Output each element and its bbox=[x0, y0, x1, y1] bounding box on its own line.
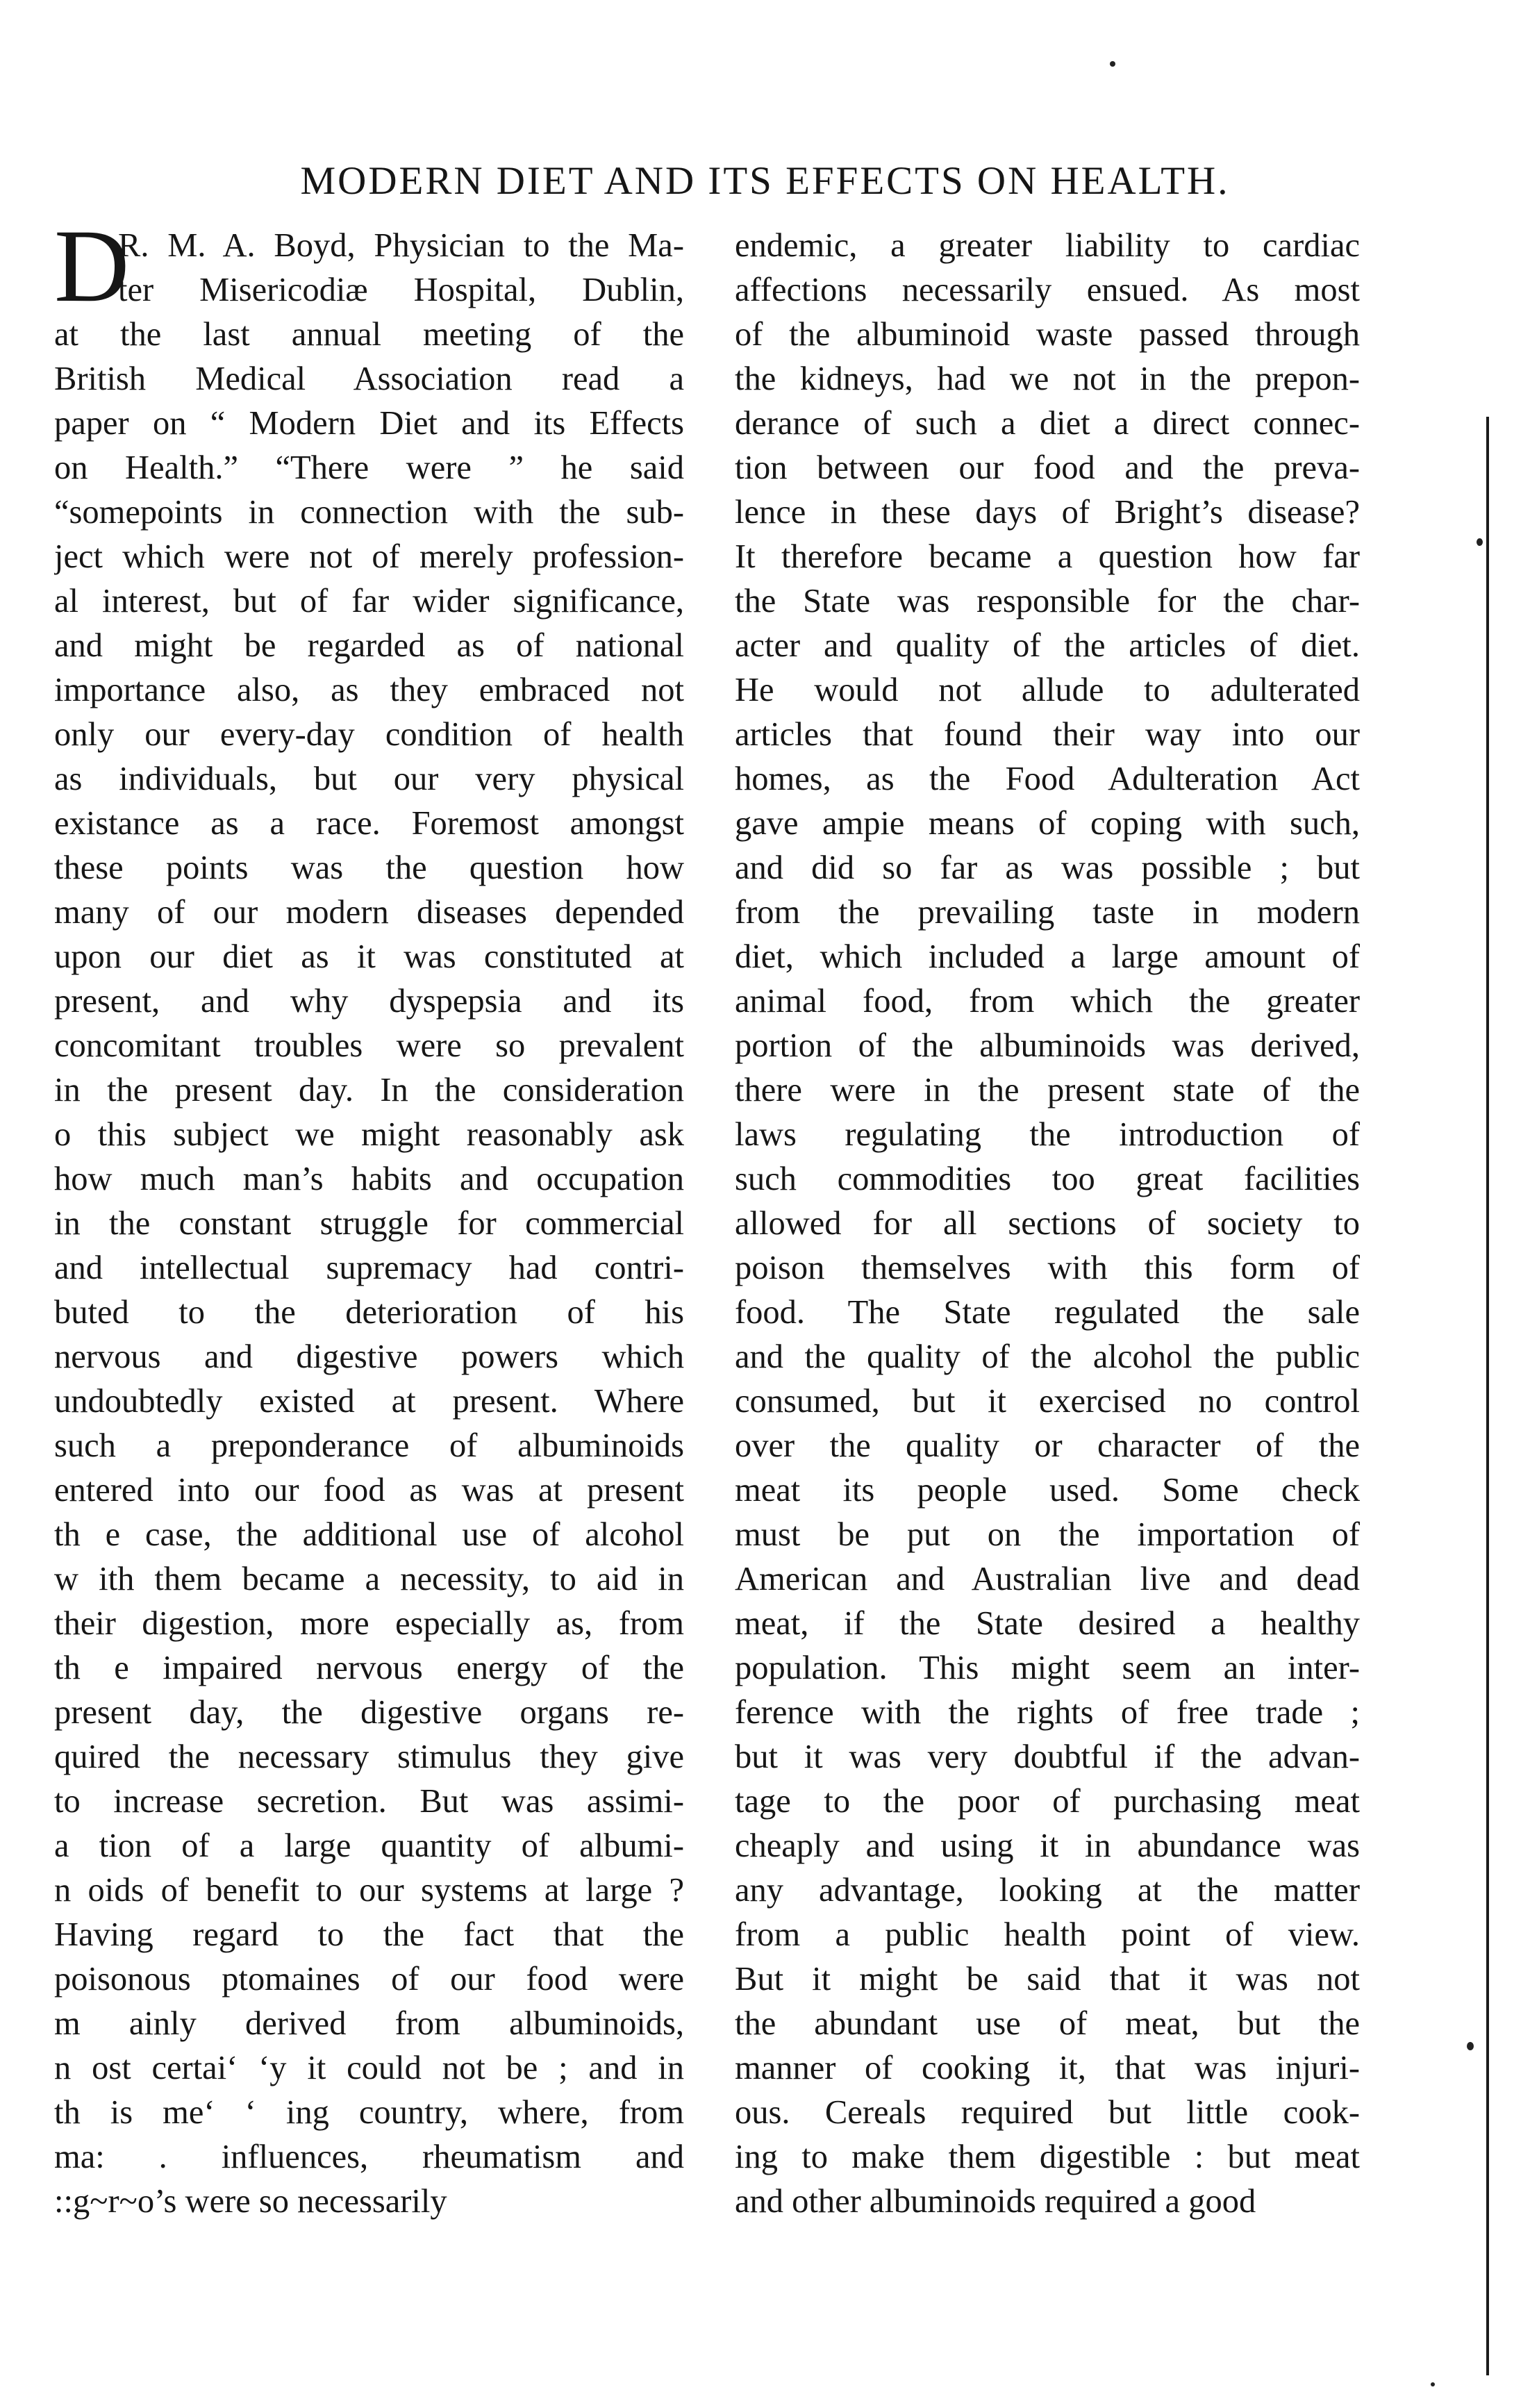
text-line: present day, the digestive organs re- bbox=[54, 1694, 684, 1731]
text-line: articles that found their way into our bbox=[735, 716, 1360, 753]
ink-speck bbox=[1431, 2382, 1435, 2386]
text-line: consumed, but it exercised no control bbox=[735, 1383, 1360, 1420]
page-edge-rule bbox=[1486, 417, 1489, 2375]
text-line: quired the necessary stimulus they give bbox=[54, 1738, 684, 1775]
text-line: such a preponderance of albuminoids bbox=[54, 1427, 684, 1464]
right-column bbox=[735, 224, 1360, 2224]
text-line: from the prevailing taste in modern bbox=[735, 894, 1360, 931]
text-line: tage to the poor of purchasing meat bbox=[735, 1783, 1360, 1820]
text-line: meat its people used. Some check bbox=[735, 1472, 1360, 1509]
text-line: in the constant struggle for commercial bbox=[54, 1205, 684, 1242]
text-line: o this subject we might reasonably ask bbox=[54, 1116, 684, 1153]
left-column bbox=[54, 224, 684, 2224]
text-line: undoubtedly existed at present. Where bbox=[54, 1383, 684, 1420]
text-line: the kidneys, had we not in the prepon- bbox=[735, 360, 1360, 397]
text-line: such commodities too great facilities bbox=[735, 1161, 1360, 1197]
text-line: endemic, a greater liability to cardiac bbox=[735, 227, 1360, 264]
text-line: poisonous ptomaines of our food were bbox=[54, 1961, 684, 1998]
text-line: how much man’s habits and occupation bbox=[54, 1161, 684, 1197]
text-line: ma: . influences, rheumatism and bbox=[54, 2139, 684, 2175]
text-line: population. This might seem an inter- bbox=[735, 1650, 1360, 1686]
text-line: many of our modern diseases depended bbox=[54, 894, 684, 931]
text-line: ter Misericodiæ Hospital, Dublin, bbox=[118, 272, 684, 308]
text-line: laws regulating the introduction of bbox=[735, 1116, 1360, 1153]
text-line: importance also, as they embraced not bbox=[54, 672, 684, 708]
text-line: but it was very doubtful if the advan- bbox=[735, 1738, 1360, 1775]
text-line: al interest, but of far wider significance, bbox=[54, 583, 684, 620]
text-line: gave ampie means of coping with such, bbox=[735, 805, 1360, 842]
text-line: “somepoints in connection with the sub- bbox=[54, 494, 684, 531]
text-line: and the quality of the alcohol the public bbox=[735, 1338, 1360, 1375]
text-line: present, and why dyspepsia and its bbox=[54, 983, 684, 1020]
text-line: upon our diet as it was constituted at bbox=[54, 938, 684, 975]
text-line: portion of the albuminoids was derived, bbox=[735, 1027, 1360, 1064]
text-line: American and Australian live and dead bbox=[735, 1561, 1360, 1597]
text-line: the State was responsible for the char- bbox=[735, 583, 1360, 620]
text-line: entered into our food as was at present bbox=[54, 1472, 684, 1509]
text-line: meat, if the State desired a healthy bbox=[735, 1605, 1360, 1642]
text-line: British Medical Association read a bbox=[54, 360, 684, 397]
text-line: animal food, from which the greater bbox=[735, 983, 1360, 1020]
text-line: must be put on the importation of bbox=[735, 1516, 1360, 1553]
text-line: and did so far as was possible ; but bbox=[735, 849, 1360, 886]
text-line: th e impaired nervous energy of the bbox=[54, 1650, 684, 1686]
text-line: th e case, the additional use of alcohol bbox=[54, 1516, 684, 1553]
text-line: the abundant use of meat, but the bbox=[735, 2005, 1360, 2042]
text-line: w ith them became a necessity, to aid in bbox=[54, 1561, 684, 1597]
text-line: homes, as the Food Adulteration Act bbox=[735, 761, 1360, 797]
text-line: buted to the deterioration of his bbox=[54, 1294, 684, 1331]
text-line: and might be regarded as of national bbox=[54, 627, 684, 664]
ink-speck bbox=[1467, 2042, 1474, 2050]
text-line: concomitant troubles were so prevalent bbox=[54, 1027, 684, 1064]
text-line: to increase secretion. But was assimi- bbox=[54, 1783, 684, 1820]
ink-speck bbox=[1110, 61, 1115, 67]
text-line: nervous and digestive powers which bbox=[54, 1338, 684, 1375]
text-line: lence in these days of Bright’s disease? bbox=[735, 494, 1360, 531]
text-line: on Health.” “There were ” he said bbox=[54, 449, 684, 486]
text-line: ject which were not of merely profession- bbox=[54, 538, 684, 575]
text-line: cheaply and using it in abundance was bbox=[735, 1827, 1360, 1864]
text-line: at the last annual meeting of the bbox=[54, 316, 684, 353]
text-line: from a public health point of view. bbox=[735, 1916, 1360, 1953]
text-line: a tion of a large quantity of albumi- bbox=[54, 1827, 684, 1864]
text-line: acter and quality of the articles of diet. bbox=[735, 627, 1360, 664]
text-line: ference with the rights of free trade ; bbox=[735, 1694, 1360, 1731]
text-line: any advantage, looking at the matter bbox=[735, 1872, 1360, 1909]
text-line: as individuals, but our very physical bbox=[54, 761, 684, 797]
article-title: MODERN DIET AND ITS EFFECTS ON HEALTH. bbox=[300, 159, 1230, 203]
drop-cap: D bbox=[54, 208, 130, 324]
text-line: manner of cooking it, that was injuri- bbox=[735, 2050, 1360, 2086]
text-line: th is me‘ ‘ ing country, where, from bbox=[54, 2094, 684, 2131]
text-line: m ainly derived from albuminoids, bbox=[54, 2005, 684, 2042]
text-line: ing to make them digestible : but meat bbox=[735, 2139, 1360, 2175]
text-line: their digestion, more especially as, from bbox=[54, 1605, 684, 1642]
text-line: these points was the question how bbox=[54, 849, 684, 886]
text-line: R. M. A. Boyd, Physician to the Ma- bbox=[118, 227, 684, 264]
text-line: and other albuminoids required a good bbox=[735, 2183, 1256, 2220]
text-line: Having regard to the fact that the bbox=[54, 1916, 684, 1953]
text-line: diet, which included a large amount of bbox=[735, 938, 1360, 975]
text-line: derance of such a diet a direct connec- bbox=[735, 405, 1360, 442]
text-line: It therefore became a question how far bbox=[735, 538, 1360, 575]
text-line: food. The State regulated the sale bbox=[735, 1294, 1360, 1331]
text-line: and intellectual supremacy had contri- bbox=[54, 1249, 684, 1286]
text-line: ::g~r~o’s were so necessarily bbox=[54, 2183, 447, 2220]
ink-speck bbox=[1477, 538, 1483, 546]
text-line: But it might be said that it was not bbox=[735, 1961, 1360, 1998]
text-line: existance as a race. Foremost amongst bbox=[54, 805, 684, 842]
text-line: of the albuminoid waste passed through bbox=[735, 316, 1360, 353]
text-line: in the present day. In the consideration bbox=[54, 1072, 684, 1108]
text-line: poison themselves with this form of bbox=[735, 1249, 1360, 1286]
text-line: affections necessarily ensued. As most bbox=[735, 272, 1360, 308]
text-line: there were in the present state of the bbox=[735, 1072, 1360, 1108]
text-line: tion between our food and the preva- bbox=[735, 449, 1360, 486]
text-line: paper on “ Modern Diet and its Effects bbox=[54, 405, 684, 442]
text-line: n ost certai‘ ‘y it could not be ; and in bbox=[54, 2050, 684, 2086]
text-line: only our every-day condition of health bbox=[54, 716, 684, 753]
text-line: over the quality or character of the bbox=[735, 1427, 1360, 1464]
text-line: allowed for all sections of society to bbox=[735, 1205, 1360, 1242]
text-line: n oids of benefit to our systems at large ? bbox=[54, 1872, 684, 1909]
text-line: He would not allude to adulterated bbox=[735, 672, 1360, 708]
text-line: ous. Cereals required but little cook- bbox=[735, 2094, 1360, 2131]
